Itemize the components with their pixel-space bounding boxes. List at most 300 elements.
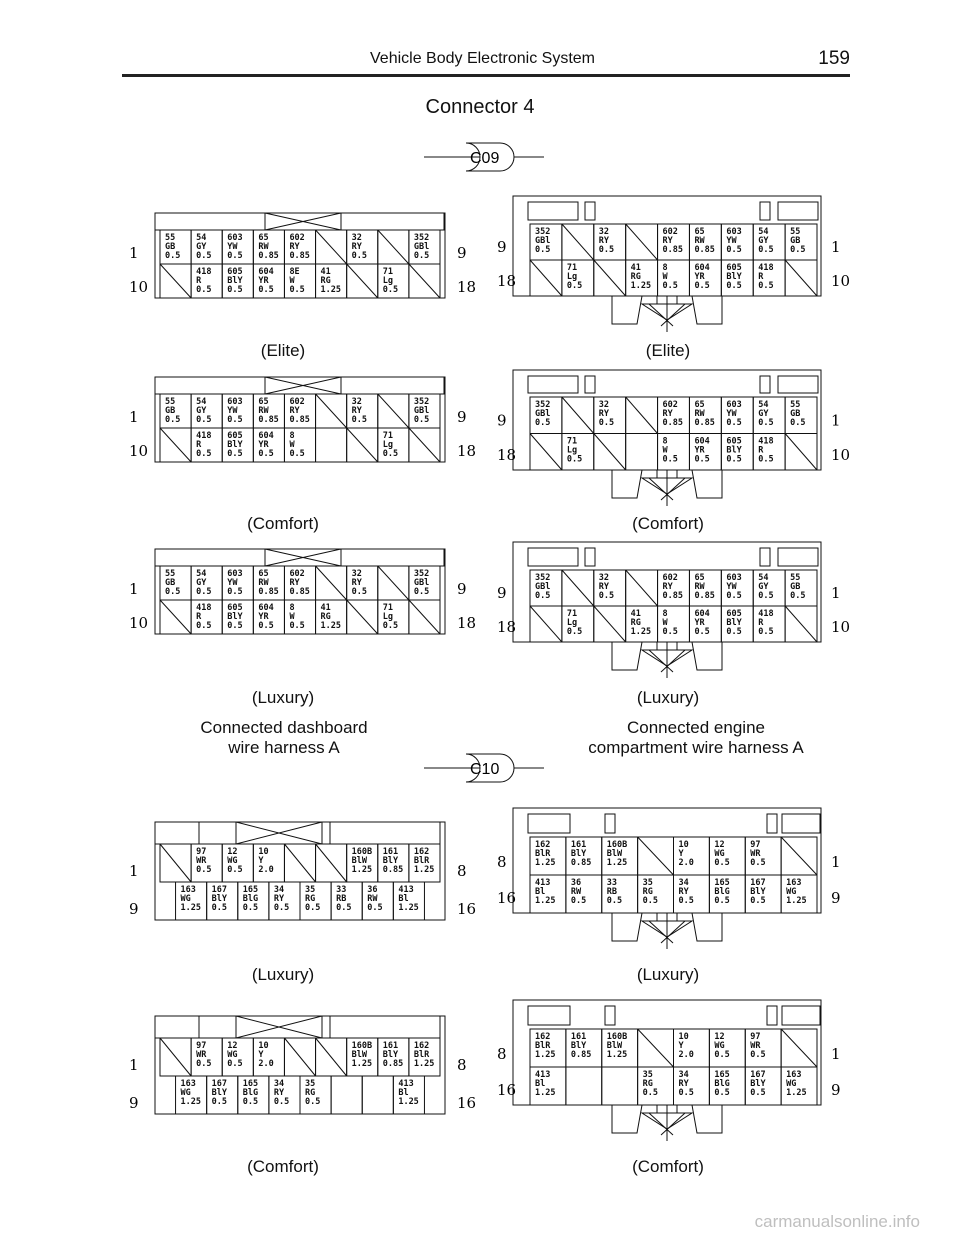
terminal-cell [638,1067,674,1105]
wire-label: 0.5 [726,591,742,601]
wire-label: 0.5 [606,896,623,906]
wire-label: RW [694,582,705,592]
wire-label: WG [180,894,191,904]
wire-label: 0.5 [758,591,774,601]
terminal-cell [562,606,594,642]
terminal-cell [331,1076,362,1114]
terminal-cell [562,397,594,434]
connector-badge-c09 [424,143,544,171]
terminal-cell [594,434,626,471]
pin-number: 8 [457,862,467,880]
wire-label: 0.5 [382,285,399,295]
wire-label: YR [258,440,269,450]
pin-number: 1 [129,580,139,598]
wire-label: 54 [758,400,769,410]
wire-label: YW [227,242,238,252]
connector-badge-c10 [424,754,544,782]
wire-label: RW [570,887,582,897]
wire-label: 0.85 [258,251,279,261]
wire-label: 0.5 [750,896,766,906]
wire-label: 35 [305,1079,316,1089]
wire-label: 32 [351,397,362,407]
wire-label: 8 [662,263,668,273]
wire-label: 418 [196,603,212,613]
terminal-cell [191,566,222,600]
wire-label: GY [196,578,207,588]
wire-label: 54 [758,573,769,583]
terminal-cell [269,882,300,920]
terminal-cell [191,264,222,298]
wire-label: Y [258,1050,264,1060]
wire-label: 55 [790,400,801,410]
wire-label: 604 [258,267,274,277]
wire-label: 0.85 [382,865,404,875]
terminal-cell [626,606,658,642]
wire-label: 71 [566,263,578,273]
terminal-cell [689,570,721,606]
terminal-cell [658,224,690,260]
wire-label: 0.85 [258,587,279,597]
wire-label: GBl [413,242,430,252]
wire-label: W [662,445,668,456]
wire-label: BlY [382,856,399,866]
terminal-cell [566,837,602,875]
wire-label: W [289,276,295,286]
wire-label: WG [786,887,797,897]
wire-label: RY [351,578,362,588]
pin-number: 1 [831,238,841,256]
caption-comfort-right: (Comfort) [632,514,704,533]
wire-label: GBl [413,406,430,416]
pin-number: 9 [497,411,507,430]
wire-label: 0.5 [351,415,368,425]
wire-label: 605 [726,609,742,619]
wire-label: RW [258,406,269,416]
wire-label: 54 [758,227,769,237]
section-title: Connector 4 [425,96,535,118]
terminal-cell [674,1067,710,1105]
wire-label: 0.5 [227,621,243,631]
terminal-cell [253,566,284,600]
wire-label: YW [726,236,737,246]
terminal-cell [191,428,222,462]
wire-label: 0.85 [694,418,715,428]
wire-label: 605 [227,603,243,613]
wire-label: 0.5 [566,454,583,465]
terminal-cell [347,428,378,462]
wire-label: 165 [242,885,259,895]
terminal-cell [284,428,315,462]
wire-label: 1.25 [413,1059,435,1069]
wire-label: 0.5 [790,591,806,601]
wire-label: 0.5 [196,285,212,295]
wire-label: 36 [570,878,582,888]
wire-label: 0.85 [570,1050,592,1060]
wire-label: RG [642,1079,653,1089]
wire-label: BlW [606,1041,623,1051]
wire-label: 65 [694,573,705,583]
wire-label: 55 [165,397,176,407]
terminal-cell [253,844,284,882]
wire-label: 0.85 [382,1059,404,1069]
wire-label: 0.5 [714,896,730,906]
wire-label: 0.5 [227,415,243,425]
terminal-cell [222,600,253,634]
wire-label: 34 [678,1070,689,1080]
wire-label: 97 [196,847,207,857]
pin-number: 18 [497,618,517,636]
wire-label: 65 [694,227,705,237]
pin-number: 1 [129,862,139,880]
wire-label: 36 [367,885,378,895]
wire-label: 0.5 [662,627,678,637]
wire-label: 12 [227,847,238,857]
wire-label: 2.0 [678,858,694,868]
terminal-cell [530,875,566,913]
wire-label: 0.5 [165,251,181,261]
terminal-cell [530,1029,566,1067]
wire-label: 413 [535,1070,551,1080]
wire-label: 0.85 [289,415,310,425]
wire-label: 1.25 [535,896,556,906]
wire-label: 0.5 [678,1088,694,1098]
connector-c09_elite_left [129,213,476,298]
wire-label: 2.0 [678,1050,694,1060]
wire-label: 0.5 [570,896,587,906]
wire-label: 65 [258,569,269,579]
wire-label: 0.5 [566,281,583,291]
terminal-cell [658,260,690,296]
pin-number: 9 [457,580,467,598]
wire-label: 0.5 [289,621,305,631]
wire-label: RG [642,887,653,897]
wire-label: RY [273,894,285,904]
wire-label: RY [598,409,610,419]
pin-number: 9 [457,244,467,262]
wire-label: 0.5 [598,591,615,601]
terminal-cell [347,394,378,428]
wire-label: 33 [606,878,617,888]
page-number: 159 [818,48,850,69]
wire-label: 0.5 [242,1097,259,1107]
terminal-cell [530,397,562,434]
wire-label: WR [196,856,207,866]
terminal-cell [562,434,594,471]
wire-label: 1.25 [180,1097,202,1107]
terminal-cell [626,397,658,434]
wire-label: 0.5 [196,587,212,597]
wire-label: WG [714,849,725,859]
wire-label: 8 [662,609,668,619]
terminal-cell [709,837,745,875]
wire-label: BlW [351,1050,368,1060]
wire-label: 33 [336,885,347,895]
wire-label: 0.5 [258,449,274,459]
terminal-cell [222,264,253,298]
terminal-cell [409,428,440,462]
pin-number: 1 [129,408,139,426]
wire-label: 54 [196,397,207,407]
wire-label: YR [694,272,705,282]
wire-label: 602 [289,397,305,407]
pin-number: 10 [831,618,851,636]
wire-label: W [289,440,295,450]
wire-label: 0.5 [196,1059,212,1069]
wire-label: 161 [570,1032,587,1042]
wire-label: Lg [566,445,578,456]
wire-label: 0.85 [662,245,684,255]
terminal-cell [207,1076,238,1114]
terminal-cell [347,600,378,634]
wire-label: R [196,612,202,622]
wire-label: 0.85 [289,251,310,261]
wire-label: RY [662,236,673,246]
terminal-cell [191,600,222,634]
wire-label: BlY [726,618,742,628]
wire-label: 0.5 [196,251,212,261]
wire-label: 41 [630,609,641,619]
wire-label: 0.5 [258,621,274,631]
pin-number: 10 [129,442,149,460]
pin-number: 16 [457,900,477,918]
terminal-cell [362,1076,393,1114]
wire-label: 352 [413,569,430,579]
terminal-cell [393,1076,424,1114]
wire-label: YR [694,618,705,628]
terminal-cell [284,394,315,428]
wire-label: 1.25 [535,1050,556,1060]
terminal-cell [781,1029,817,1067]
wire-label: 0.5 [227,587,243,597]
terminal-cell [721,606,753,642]
wire-label: 161 [382,847,399,857]
wire-label: 55 [790,227,801,237]
wire-label: 32 [351,233,362,243]
wire-label: BlG [242,894,259,904]
pin-number: 16 [497,1081,517,1099]
wire-label: 0.5 [750,1050,766,1060]
wire-label: 8 [289,603,295,613]
terminal-cell [284,264,315,298]
wire-label: RY [662,409,673,419]
wire-label: R [758,445,764,456]
terminal-cell [626,260,658,296]
terminal-cell [753,570,785,606]
terminal-cell [409,394,440,428]
wire-label: GBl [535,236,551,246]
wire-label: 1.25 [413,865,435,875]
terminal-cell [721,397,753,434]
terminal-cell [562,260,594,296]
wire-label: RW [258,242,269,252]
wire-label: Y [258,856,264,866]
terminal-cell [562,224,594,260]
wire-label: 0.5 [642,896,658,906]
wire-label: WR [196,1050,207,1060]
pin-number: 1 [129,1056,139,1074]
terminal-cell [785,606,817,642]
wire-label: 162 [535,1032,551,1042]
wire-label: 0.5 [227,251,243,261]
wire-label: 0.5 [351,587,368,597]
pin-number: 10 [831,446,851,464]
wire-label: GB [790,236,801,246]
wire-label: 0.5 [413,587,430,597]
wire-label: 1.25 [398,903,419,913]
terminal-cell [753,606,785,642]
terminal-cell [284,600,315,634]
wire-label: 0.5 [714,858,730,868]
wire-label: GBl [535,409,551,419]
terminal-cell [721,260,753,296]
wire-label: Bl [535,1079,546,1089]
wire-label: 0.5 [598,418,615,428]
wire-label: 604 [694,609,710,619]
wire-label: WG [714,1041,725,1051]
wire-label: 0.85 [694,245,715,255]
terminal-cell [191,844,222,882]
wire-label: 41 [630,263,641,273]
terminal-cell [785,570,817,606]
wire-label: 65 [694,400,705,410]
wire-label: RY [598,582,610,592]
wire-label: R [758,618,764,628]
wire-label: 0.5 [662,281,678,291]
caption-elite-right: (Elite) [645,341,691,360]
wire-label: W [662,618,668,628]
wire-label: 41 [320,603,331,613]
wire-label: 603 [227,233,243,243]
terminal-cell [253,428,284,462]
wire-label: 161 [570,840,587,850]
terminal-cell [674,837,710,875]
wire-label: RB [606,887,617,897]
terminal-cell [378,230,409,264]
terminal-cell [316,1038,347,1076]
terminal-cell [781,875,817,913]
pin-number: 18 [457,278,477,296]
wire-label: 603 [227,397,243,407]
wire-label: 0.5 [790,245,806,255]
terminal-cell [409,844,440,882]
wire-label: 0.5 [758,627,774,637]
wire-label: 1.25 [630,627,652,637]
wire-label: 10 [258,1041,269,1051]
wire-label: 160B [351,847,373,857]
terminal-cell [160,844,191,882]
wire-label: 0.5 [714,1050,730,1060]
wire-label: GB [165,406,176,416]
wire-label: 1.25 [786,1088,807,1098]
wire-label: BlG [714,1079,730,1089]
terminal-cell [530,606,562,642]
wire-label: GY [196,242,207,252]
wire-label: 418 [758,609,774,619]
terminal-cell [566,875,602,913]
pin-number: 16 [457,1094,477,1112]
terminal-cell [781,837,817,875]
wire-label: 34 [273,1079,285,1089]
wire-label: 0.5 [289,449,305,459]
terminal-cell [207,882,238,920]
connector-c10_luxury_right [497,808,841,949]
terminal-cell [689,434,721,471]
wire-label: 165 [242,1079,259,1089]
wire-label: BlW [606,849,623,859]
pin-number: 8 [497,853,507,871]
terminal-cell [785,260,817,296]
wire-label: GB [790,409,801,419]
wire-label: 418 [758,263,774,273]
wire-label: 0.85 [694,591,715,601]
wire-label: 0.5 [662,454,678,465]
wire-label: 160B [606,1032,628,1042]
wire-label: 0.85 [662,418,684,428]
terminal-cell [602,1067,638,1105]
terminal-cell [347,566,378,600]
wire-label: 55 [165,233,176,243]
terminal-cell [222,428,253,462]
wire-label: 0.5 [273,903,290,913]
wire-label: Bl [535,887,546,897]
wire-label: W [289,612,295,622]
wire-label: 71 [566,436,578,447]
wire-label: 0.85 [662,591,684,601]
wire-label: BlG [242,1088,259,1098]
wire-label: RY [289,578,300,588]
terminal-cell [347,230,378,264]
terminal-cell [530,837,566,875]
wire-label: 603 [726,573,742,583]
pin-number: 9 [457,408,467,426]
wire-label: WG [180,1088,191,1098]
wire-label: GBl [535,582,551,592]
caption-luxury-c10-left: (Luxury) [251,965,315,984]
wire-label: RY [598,236,610,246]
terminal-cell [378,600,409,634]
wire-label: 352 [535,227,551,237]
terminal-cell [191,230,222,264]
terminal-cell [753,224,785,260]
wire-label: 32 [598,227,610,237]
wire-label: 1.25 [320,285,342,295]
terminal-cell [638,875,674,913]
wire-label: RY [662,582,673,592]
pin-number: 9 [831,1081,841,1099]
wire-label: 0.5 [758,418,774,428]
pin-number: 9 [129,900,139,918]
terminal-cell [222,566,253,600]
wire-label: 8E [289,267,300,277]
wire-label: 0.85 [570,858,592,868]
terminal-cell [753,434,785,471]
wire-label: 0.5 [196,621,212,631]
wire-label: 0.5 [726,245,742,255]
wire-label: GB [165,578,176,588]
terminal-cell [689,260,721,296]
wire-label: 604 [694,263,710,273]
wire-label: YW [227,578,238,588]
pin-number: 1 [831,1045,841,1063]
wire-label: BlY [211,894,228,904]
wire-label: 352 [535,573,551,583]
terminal-cell [269,1076,300,1114]
wire-label: 413 [398,1079,414,1089]
caption-engine-harness: Connected engine compartment wire harness A [588,718,804,757]
terminal-cell [378,394,409,428]
terminal-cell [316,230,347,264]
wire-label: YW [726,582,737,592]
